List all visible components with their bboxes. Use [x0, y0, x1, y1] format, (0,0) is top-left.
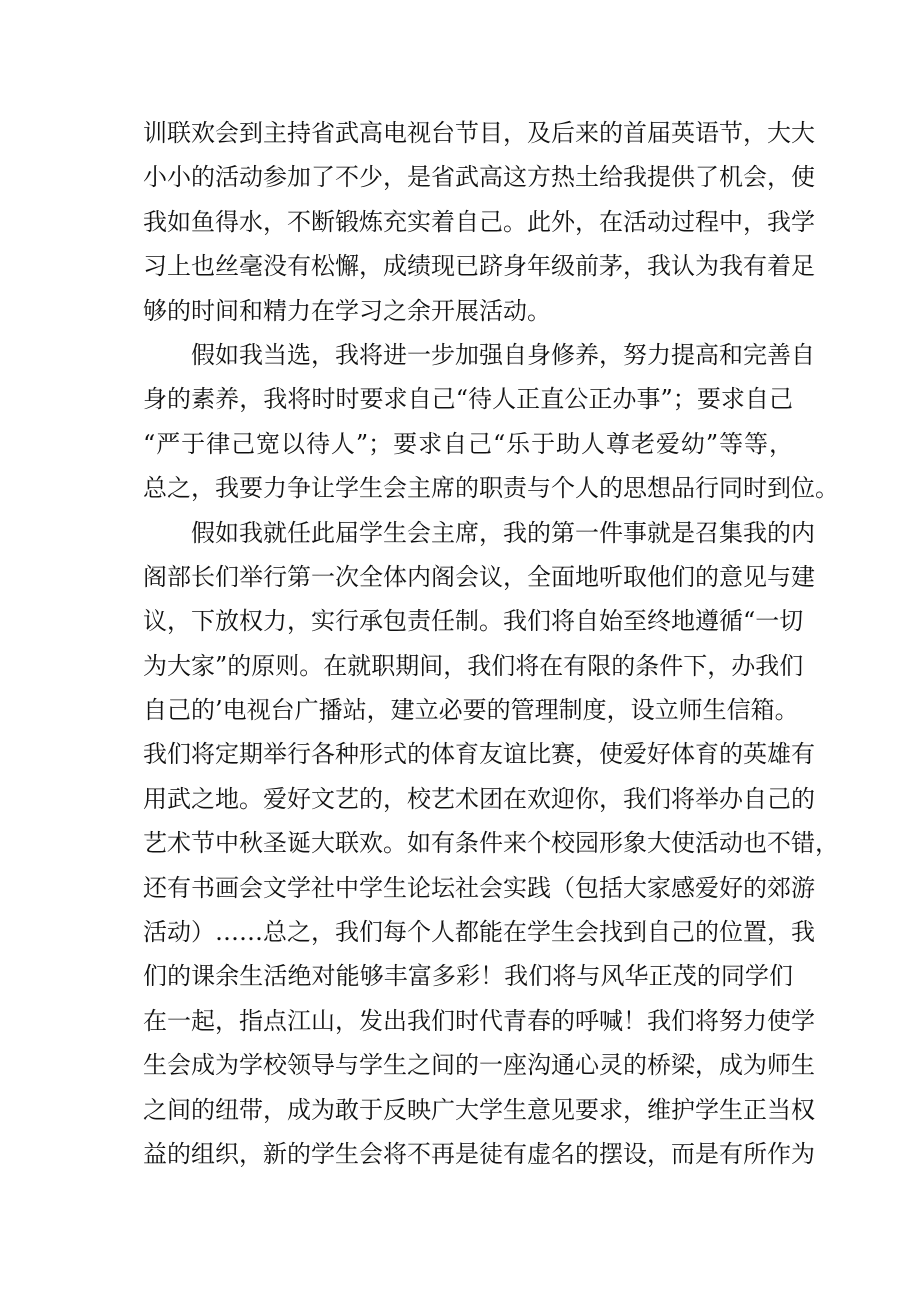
paragraph-2-line-2: 身的素养，我将时时要求自己“待人正直公正办事”；要求自己	[143, 385, 793, 414]
paragraph-3-line-3: 议，下放权力，实行承包责任制。我们将自始至终地遵循“一切	[143, 607, 804, 636]
paragraph-3-line-10: 活动）……总之，我们每个人都能在学生会找到自己的位置，我	[143, 918, 815, 947]
paragraph-1-line-4: 习上也丝毫没有松懈，成绩现已跻身年级前茅，我认为我有着足	[143, 252, 815, 281]
paragraph-3-line-9: 还有书画会文学社中学生论坛社会实践（包括大家感爱好的郊游	[143, 873, 815, 902]
paragraph-3-line-2: 阁部长们举行第一次全体内阁会议，全面地听取他们的意见与建	[143, 562, 815, 591]
paragraph-2-line-4: 总之，我要力争让学生会主席的职责与个人的思想品行同时到位。	[143, 474, 839, 503]
paragraph-1-line-3: 我如鱼得水，不断锻炼充实着自己。此外，在活动过程中，我学	[143, 207, 815, 236]
paragraph-2-line-3: “严于律己宽以待人”；要求自己“乐于助人尊老爱幼”等等，	[143, 429, 793, 458]
document-body	[143, 111, 839, 1176]
paragraph-2-line-1: 假如我当选，我将进一步加强自身修养，努力提高和完善自	[191, 340, 815, 369]
paragraph-3-line-4: 为大家”的原则。在就职期间，我们将在有限的条件下，办我们	[143, 651, 804, 680]
paragraph-3-line-15: 益的组织，新的学生会将不再是徒有虚名的摆设，而是有所作为	[143, 1139, 815, 1168]
paragraph-3-line-12: 在一起，指点江山，发出我们时代青春的呼喊！我们将努力使学	[143, 1006, 815, 1035]
paragraph-3-line-8: 艺术节中秋圣诞大联欢。如有条件来个校园形象大使活动也不错，	[143, 829, 839, 858]
paragraph-3-line-14: 之间的纽带，成为敢于反映广大学生意见要求，维护学生正当权	[143, 1095, 815, 1124]
paragraph-1-line-5: 够的时间和精力在学习之余开展活动。	[143, 296, 551, 325]
paragraph-3-line-1: 假如我就任此届学生会主席，我的第一件事就是召集我的内	[191, 518, 815, 547]
paragraph-3-line-13: 生会成为学校领导与学生之间的一座沟通心灵的桥梁，成为师生	[143, 1051, 815, 1080]
paragraph-1-line-2: 小小的活动参加了不少，是省武高这方热土给我提供了机会，使	[143, 163, 815, 192]
paragraph-3-line-5: 自己的’电视台广播站，建立必要的管理制度，设立师生信箱。	[143, 696, 799, 725]
paragraph-3-line-7: 用武之地。爱好文艺的，校艺术团在欢迎你，我们将举办自己的	[143, 784, 815, 813]
paragraph-3-line-6: 我们将定期举行各种形式的体育友谊比赛，使爱好体育的英雄有	[143, 740, 815, 769]
paragraph-1-line-1: 训联欢会到主持省武高电视台节目，及后来的首届英语节，大大	[143, 119, 815, 147]
paragraph-3-line-11: 们的课余生活绝对能够丰富多彩！我们将与风华正茂的同学们	[143, 962, 793, 991]
